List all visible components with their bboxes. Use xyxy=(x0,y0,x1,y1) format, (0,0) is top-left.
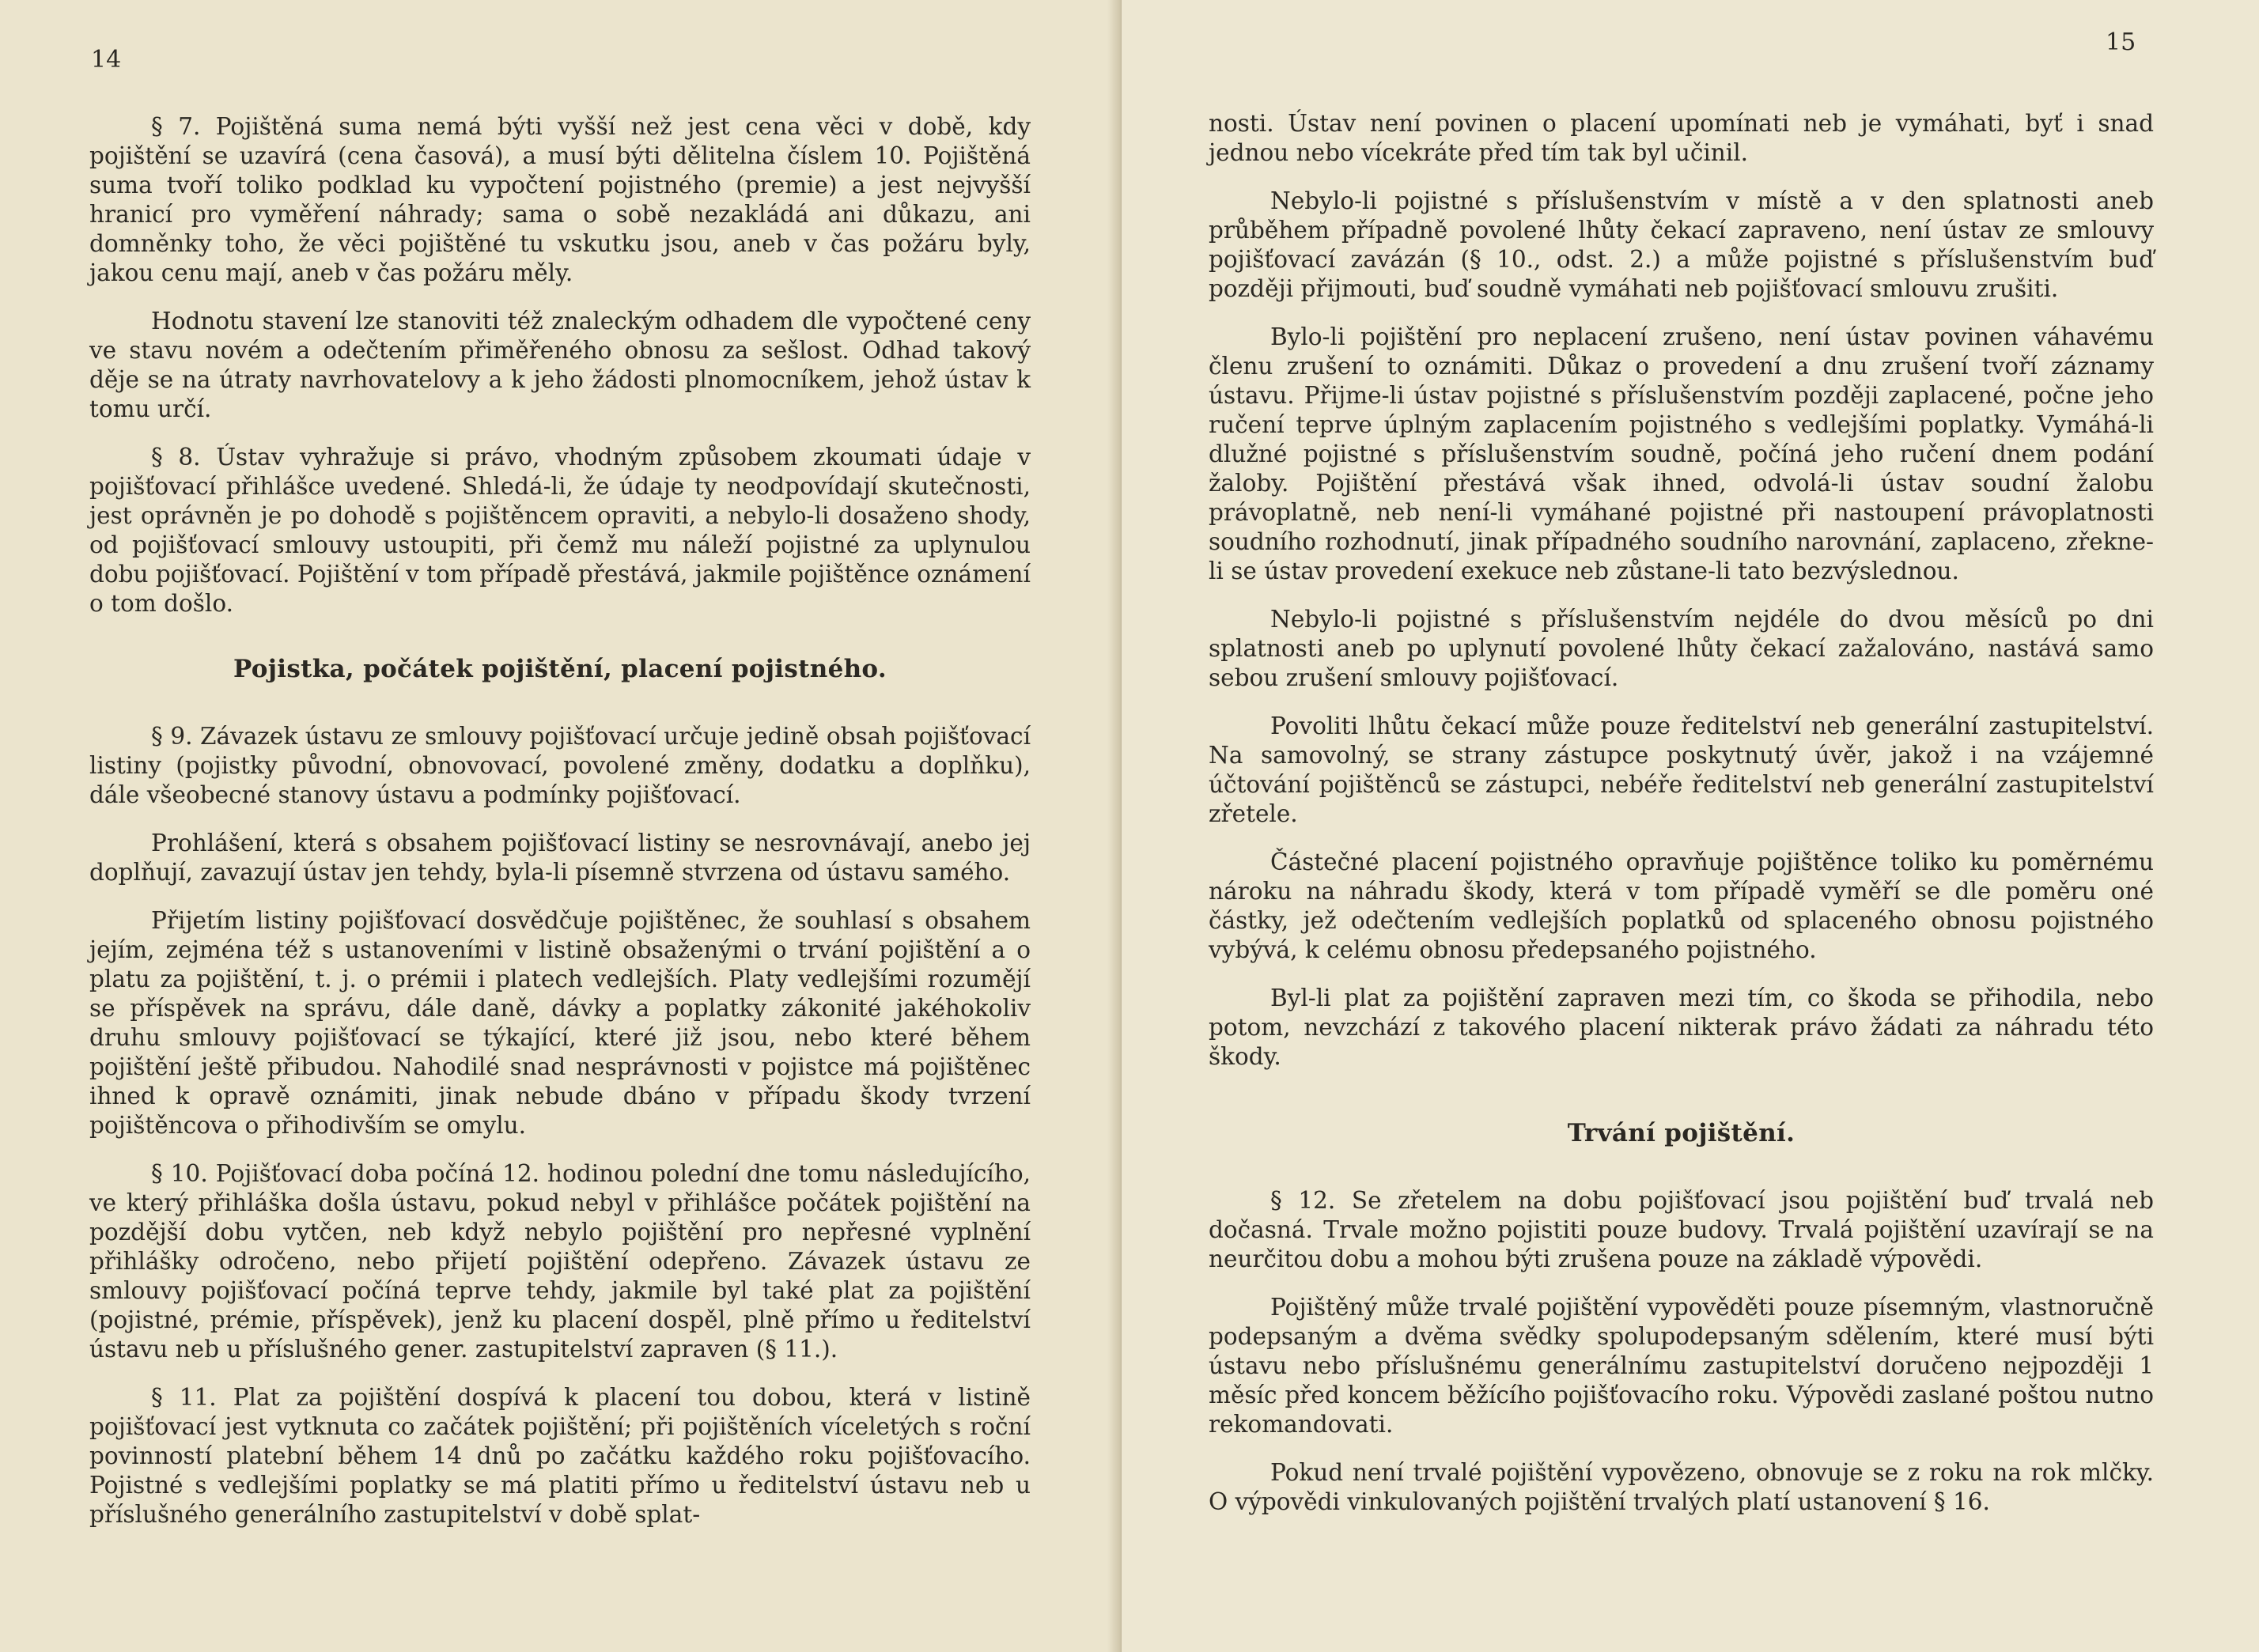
paragraph: Pojištěný může trvalé pojištění vypověděti pouze písemným, vlastnoručně podepsaným a dvěma svědky spolupodepsaným sdělením, které musí býti ústavu nebo příslušnému generálnímu zastupitelství doručeno nejpozději 1 měsíc před koncem běžícího pojišťovacího roku. Výpovědi zaslané poštou nutno rekomandovati. xyxy=(1209,1294,2154,1438)
paragraph: § 11. Plat za pojištění dospívá k placení tou dobou, která v listině pojišťovací jest vytknuta co začátek pojištění; při pojištěních víceletých s roční povinností platební během 14 dnů po začátku každého roku pojišťovacího. Pojistné s vedlejšími poplatky se má platiti přímo u ředitelství ústavu neb u příslušného generálního zastupitelství v době splat- xyxy=(89,1384,1031,1528)
paragraph: Přijetím listiny pojišťovací dosvědčuje pojištěnec, že souhlasí s obsahem jejím, zejména též s ustanoveními v listině obsaženými o trvání pojištění a o platu za pojištění, t. j. o prémii i platech vedlejších. Platy vedlejšími rozumějí se příspěvek na správu, dále daně, dávky a poplatky zákonité jakéhokoliv druhu smlouvy pojišťovací se týkající, které již jsou, nebo které během pojištění ještě přibudou. Nahodilé snad nesprávnosti v pojistce má pojištěnec ihned k opravě oznámiti, jinak nebude dbáno v případu škody tvrzení pojištěncova o přihodivším se omylu. xyxy=(89,907,1031,1139)
page-number: 14 xyxy=(91,46,122,74)
paragraph: Nebylo-li pojistné s příslušenstvím v místě a v den splatnosti aneb průběhem případně povolené lhůty čekací zapraveno, není ústav ze smlouvy pojišťovací zavázán (§ 10., odst. 2.) a může pojistné s příslušenstvím buď později přijmouti, buď soudně vymáhati neb pojišťovací smlouvu zrušiti. xyxy=(1209,187,2154,302)
left-page xyxy=(0,0,1122,1652)
section-heading: Trvání pojištění. xyxy=(1567,1119,1795,1147)
paragraph: Nebylo-li pojistné s příslušenstvím nejdéle do dvou měsíců po dni splatnosti aneb po uplynutí povolené lhůty čekací zažalováno, nastává samo sebou zrušení smlouvy pojišťovací. xyxy=(1209,606,2154,691)
paragraph: Povoliti lhůtu čekací může pouze ředitelství neb generální zastupitelství. Na samovolný, se strany zástupce poskytnutý úvěr, jakož i na vzájemné účtování pojištěnců se zástupci, nebéře ředitelství neb generální zastupitelství zřetele. xyxy=(1209,713,2154,827)
paragraph: § 12. Se zřetelem na dobu pojišťovací jsou pojištění buď trvalá neb dočasná. Trvale možno pojistiti pouze budovy. Trvalá pojištění uzavírají se na neurčitou dobu a mohou býti zrušena pouze na základě výpovědi. xyxy=(1209,1187,2154,1272)
right-page xyxy=(1122,0,2259,1652)
section-heading: Pojistka, počátek pojištění, placení pojistného. xyxy=(233,655,887,683)
paragraph: Pokud není trvalé pojištění vypovězeno, obnovuje se z roku na rok mlčky. O výpovědi vinkulovaných pojištění trvalých platí ustanovení § 16. xyxy=(1209,1459,2154,1515)
paragraph: Částečné placení pojistného opravňuje pojištěnce toliko ku poměrnému nároku na náhradu škody, která v tom případě vyměří se dle poměru oné částky, jež odečtením vedlejších poplatků od splaceného obnosu pojistného vybývá, k celému obnosu předepsaného pojistného. xyxy=(1209,849,2154,963)
paragraph: Byl-li plat za pojištění zapraven mezi tím, co škoda se přihodila, nebo potom, nevzchází z takového placení nikterak právo žádati za náhradu této škody. xyxy=(1209,985,2154,1070)
paragraph: § 8. Ústav vyhražuje si právo, vhodným způsobem zkoumati údaje v pojišťovací přihlášce uvedené. Shledá-li, že údaje ty neodpovídají skutečnosti, jest oprávněn je po dohodě s pojištěncem opraviti, a nebylo-li dosaženo shody, od pojišťovací smlouvy ustoupiti, při čemž mu náleží pojistné za uplynulou dobu pojišťovací. Pojištění v tom případě přestává, jakmile pojištěnce oznámení o tom došlo. xyxy=(89,444,1031,617)
paragraph: Bylo-li pojištění pro neplacení zrušeno, není ústav povinen váhavému členu zrušení to oznámiti. Důkaz o provedení a dnu zrušení tvoří záznamy ústavu. Přijme-li ústav pojistné s příslušenstvím později zaplacené, počne jeho ručení teprve úplným zaplacením pojistného s vedlejšími poplatky. Vymáhá-li dlužné pojistné s příslušenstvím soudně, počíná jeho ručení dnem podání žaloby. Pojištění přestává však ihned, odvolá-li ústav soudní žalobu právoplatně, neb není-li vymáhané pojistné při nastoupení právoplatnosti soudního rozhodnutí, jinak případného soudního narovnání, zaplaceno, zřekne-li se ústav provedení exekuce neb zůstane-li tato bezvýslednou. xyxy=(1209,323,2154,584)
paragraph: § 9. Závazek ústavu ze smlouvy pojišťovací určuje jedině obsah pojišťovací listiny (pojistky původní, obnovovací, povolené změny, dodatku a doplňku), dále všeobecné stanovy ústavu a podmínky pojišťovací. xyxy=(89,723,1031,808)
text-column xyxy=(89,112,1031,1548)
text-column xyxy=(1209,109,2154,1536)
paragraph: nosti. Ústav není povinen o placení upomínati neb je vymáhati, byť i snad jednou nebo vícekráte před tím tak byl učinil. xyxy=(1209,110,2154,166)
paragraph: § 7. Pojištěná suma nemá býti vyšší než jest cena věci v době, kdy pojištění se uzavírá (cena časová), a musí býti dělitelna číslem 10. Pojištěná suma tvoří toliko podklad ku vypočtení pojistného (premie) a jest nejvyšší hranicí pro vyměření náhrady; sama o sobě nezakládá ani důkazu, ani domněnky toho, že věci pojištěné tu vskutku jsou, aneb v čas požáru byly, jakou cenu mají, aneb v čas požáru měly. xyxy=(89,113,1031,286)
paragraph: Prohlášení, která s obsahem pojišťovací listiny se nesrovnávají, anebo jej doplňují, zavazují ústav jen tehdy, byla-li písemně stvrzena od ústavu samého. xyxy=(89,830,1031,886)
page-number: 15 xyxy=(2106,28,2136,56)
paragraph: § 10. Pojišťovací doba počíná 12. hodinou polední dne tomu následujícího, ve který přihláška došla ústavu, pokud nebyl v přihlášce počátek pojištění na pozdější dobu vytčen, neb když nebylo pojištění pro nepřesné vyplnění přihlášky odročeno, nebo přijetí pojištění odepřeno. Závazek ústavu ze smlouvy pojišťovací počíná teprve tehdy, jakmile byl také plat za pojištění (pojistné, prémie, příspěvek), jenž ku placení dospěl, plně přímo u ředitelství ústavu neb u příslušného gener. zastupitelství zapraven (§ 11.). xyxy=(89,1160,1031,1363)
paragraph: Hodnotu stavení lze stanoviti též znaleckým odhadem dle vypočtené ceny ve stavu novém a odečtením přiměřeného obnosu za sešlost. Odhad takový děje se na útraty navrhovatelovy a k jeho žádosti plnomocníkem, jehož ústav k tomu určí. xyxy=(89,308,1031,422)
